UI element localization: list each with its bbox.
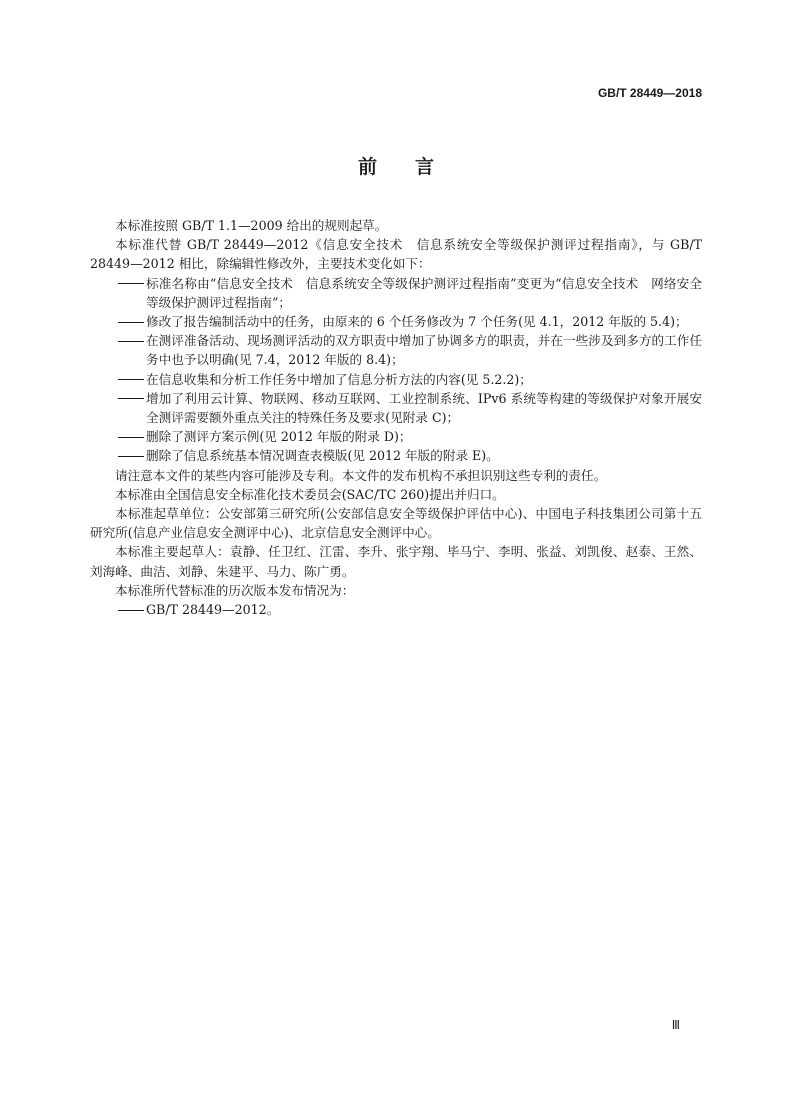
page-number: Ⅲ bbox=[671, 1018, 680, 1032]
paragraph-history-intro: 本标准所代替标准的历次版本发布情况为： bbox=[115, 582, 355, 598]
list-item bbox=[90, 600, 702, 619]
paragraph-patent-notice: 请注意本文件的某些内容可能涉及专利。本文件的发布机构不承担识别这些专利的责任。 bbox=[115, 467, 607, 483]
paragraph-drafters: 本标准主要起草人：袁静、任卫红、江雷、李升、张宇翔、毕马宁、李明、张益、刘凯俊、赵泰、王然、刘海峰、曲洁、刘静、朱建平、马力、陈广勇。 bbox=[90, 544, 702, 579]
paragraph-proposer: 本标准由全国信息安全标准化技术委员会(SAC/TC 260)提出并归口。 bbox=[115, 486, 505, 502]
list-item bbox=[90, 389, 702, 427]
page-title: 前言 bbox=[357, 156, 472, 178]
standard-code: GB/T 28449—2018 bbox=[597, 86, 702, 100]
change-text: 在测评准备活动、现场测评活动的双方职责中增加了协调多方的职责，并在一些涉及到多方的工作任务中也予以明确(见 7.4，2012 年版的 8.4)； bbox=[146, 333, 702, 368]
paragraph-drafting-rules: 本标准按照 GB/T 1.1—2009 给出的规则起草。 bbox=[115, 218, 388, 233]
list-item bbox=[90, 427, 702, 446]
list-item bbox=[90, 331, 702, 369]
list-item bbox=[90, 370, 702, 389]
change-text: 在信息收集和分析工作任务中增加了信息分析方法的内容(见 5.2.2)； bbox=[146, 371, 532, 387]
history-text: GB/T 28449—2012。 bbox=[146, 602, 280, 618]
list-item bbox=[90, 446, 702, 465]
paragraph-drafting-units: 本标准起草单位：公安部第三研究所(公安部信息安全等级保护评估中心)、中国电子科技集团公司第十五研究所(信息产业信息安全测评中心)、北京信息安全测评中心。 bbox=[90, 506, 702, 541]
change-text: 删除了测评方案示例(见 2012 年版的附录 D)； bbox=[146, 429, 412, 445]
paragraph-replacement: 本标准代替 GB/T 28449—2012《信息安全技术 信息系统安全等级保护测评过程指南》，与 GB/T 28449—2012 相比，除编辑性修改外，主要技术变化如下： bbox=[90, 237, 702, 272]
list-item bbox=[90, 274, 702, 312]
change-text: 修改了报告编制活动中的任务，由原来的 6 个任务修改为 7 个任务(见 4.1，2012 年版的 5.4)； bbox=[146, 314, 688, 330]
list-item bbox=[90, 312, 702, 331]
change-text: 增加了利用云计算、物联网、移动互联网、工业控制系统、IPv6 系统等构建的等级保护对象开展安全测评需要额外重点关注的特殊任务及要求(见附录 C)； bbox=[146, 390, 702, 426]
change-text: 删除了信息系统基本情况调查表模版(见 2012 年版的附录 E)。 bbox=[146, 448, 499, 464]
change-text: 标准名称由“信息安全技术 信息系统安全等级保护测评过程指南”变更为“信息安全技术 网络安全等级保护测评过程指南”； bbox=[146, 275, 702, 310]
foreword-body bbox=[90, 216, 702, 619]
